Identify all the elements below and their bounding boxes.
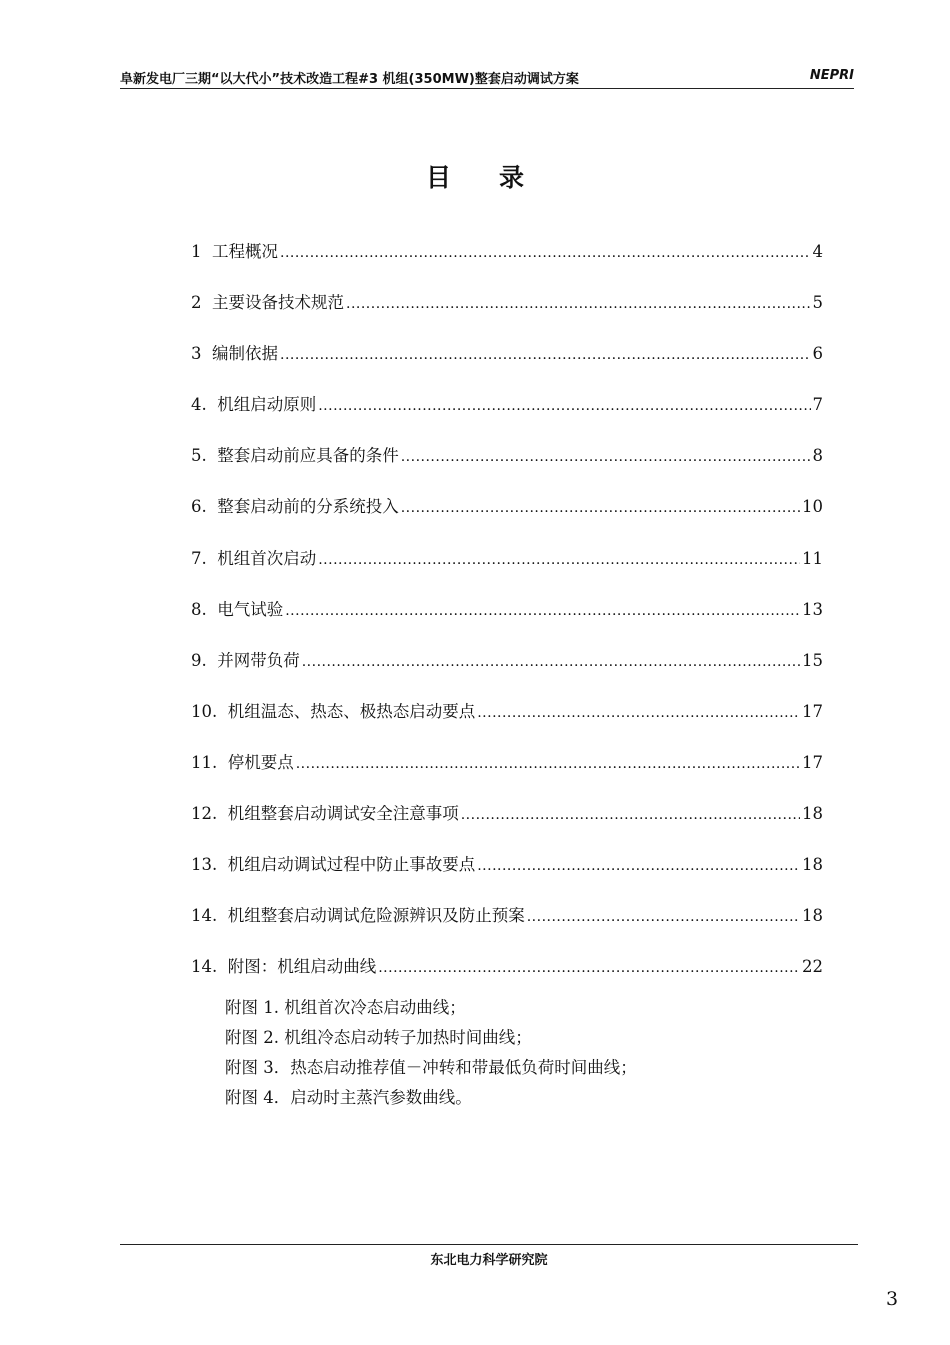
toc-entry[interactable] (191, 442, 823, 493)
toc-entry-page: 8 (812, 446, 823, 466)
toc-entry-number: 13. (191, 855, 228, 875)
toc-entry-title: 机组首次启动 (217, 548, 317, 568)
toc-entry-number: 9. (191, 650, 218, 670)
toc-entry-number: 2 (191, 293, 212, 313)
toc-leader-dots (318, 398, 810, 414)
toc-entry[interactable] (191, 749, 823, 800)
toc-entry-page: 17 (802, 701, 823, 721)
toc-entry[interactable] (191, 340, 823, 391)
toc-entry-number: 1 (191, 242, 212, 261)
toc-entry[interactable] (191, 596, 823, 647)
toc-entry-page: 18 (802, 855, 823, 875)
toc-leader-dots (461, 807, 800, 823)
toc-entry-number: 8. (191, 599, 218, 619)
toc-entry-page: 22 (802, 957, 823, 977)
toc-entry-number: 12. (191, 804, 228, 824)
toc-entry-number: 14. (191, 906, 228, 926)
toc-leader-dots (378, 960, 800, 976)
toc-entry-page: 11 (802, 548, 823, 568)
toc-entry-title: 整套启动前应具备的条件 (217, 446, 399, 466)
toc-entry[interactable] (191, 493, 823, 544)
toc-title: 目录 (425, 163, 572, 192)
toc-entry-title: 机组温态、热态、极热态启动要点 (227, 701, 476, 721)
toc-entry-title: 并网带负荷 (217, 650, 300, 670)
toc-entry-title: 电气试验 (217, 599, 284, 619)
toc-entry[interactable] (191, 800, 823, 851)
toc-entry-number: 7. (191, 548, 218, 568)
toc-entry-title: 附图：机组启动曲线 (227, 957, 377, 977)
toc-leader-dots (346, 296, 811, 312)
toc-entry[interactable] (191, 902, 823, 953)
toc-entry-number: 5. (191, 446, 218, 466)
toc-entry-page: 17 (802, 752, 823, 772)
toc-entry-page: 18 (802, 906, 823, 926)
appendix-figure-item: 附图 3．热态启动推荐值－冲转和带最低负荷时间曲线； (225, 1058, 637, 1077)
toc-entry[interactable] (191, 647, 823, 698)
toc-leader-dots (527, 909, 800, 925)
toc-entry[interactable] (191, 545, 823, 596)
toc-entry-number: 3 (191, 344, 212, 364)
toc-entry-title: 工程概况 (212, 242, 278, 261)
toc-leader-dots (280, 245, 811, 261)
appendix-figure-item: 附图 4．启动时主蒸汽参数曲线。 (225, 1088, 472, 1107)
toc-entry-number: 6. (191, 497, 218, 517)
toc-entry-title: 编制依据 (212, 344, 278, 364)
toc-entry-page: 15 (802, 650, 823, 670)
toc-entry[interactable] (191, 238, 823, 289)
toc-entry-title: 机组整套启动调试危险源辨识及防止预案 (227, 906, 525, 926)
toc-leader-dots (285, 603, 800, 619)
page-number: 3 (886, 1288, 899, 1310)
toc-entry-page: 6 (812, 344, 823, 364)
toc-leader-dots (296, 756, 800, 772)
toc-entry[interactable] (191, 698, 823, 749)
toc-leader-dots (477, 705, 800, 721)
toc-entry-page: 4 (812, 242, 823, 261)
header-title: 阜新发电厂三期“以大代小”技术改造工程#3 机组(350MW)整套启动调试方案 (120, 72, 579, 87)
toc-leader-dots (477, 858, 800, 874)
toc-entry[interactable] (191, 391, 823, 442)
page-header (120, 66, 854, 89)
toc-leader-dots (318, 552, 800, 568)
toc-entry-title: 机组整套启动调试安全注意事项 (227, 804, 459, 824)
toc-entry[interactable] (191, 289, 823, 340)
toc-leader-dots (280, 347, 811, 363)
toc-entry-title: 机组启动原则 (217, 395, 317, 415)
header-org-code: NEPRI (809, 68, 854, 83)
toc-entry-page: 7 (812, 395, 823, 415)
table-of-contents (191, 238, 823, 1004)
toc-entry-number: 4. (191, 395, 218, 415)
toc-leader-dots (302, 654, 800, 670)
appendix-figure-item: 附图 1. 机组首次冷态启动曲线； (225, 998, 466, 1017)
footer-org: 东北电力科学研究院 (430, 1253, 548, 1268)
toc-entry-title: 整套启动前的分系统投入 (217, 497, 399, 517)
toc-entry-number: 10. (191, 701, 228, 721)
toc-leader-dots (401, 449, 811, 465)
toc-entry-page: 5 (812, 293, 823, 313)
toc-entry-page: 13 (802, 599, 823, 619)
appendix-figure-list (225, 994, 637, 1114)
toc-entry[interactable] (191, 851, 823, 902)
toc-leader-dots (401, 500, 800, 516)
page-footer (120, 1244, 858, 1268)
toc-entry-number: 11. (191, 752, 228, 772)
toc-entry-page: 10 (802, 497, 823, 517)
toc-entry-title: 机组启动调试过程中防止事故要点 (227, 855, 476, 875)
toc-entry-title: 主要设备技术规范 (212, 293, 344, 313)
toc-entry-title: 停机要点 (227, 752, 294, 772)
appendix-figure-item: 附图 2. 机组冷态启动转子加热时间曲线； (225, 1028, 532, 1047)
toc-entry-page: 18 (802, 804, 823, 824)
toc-entry-number: 14. (191, 957, 228, 977)
